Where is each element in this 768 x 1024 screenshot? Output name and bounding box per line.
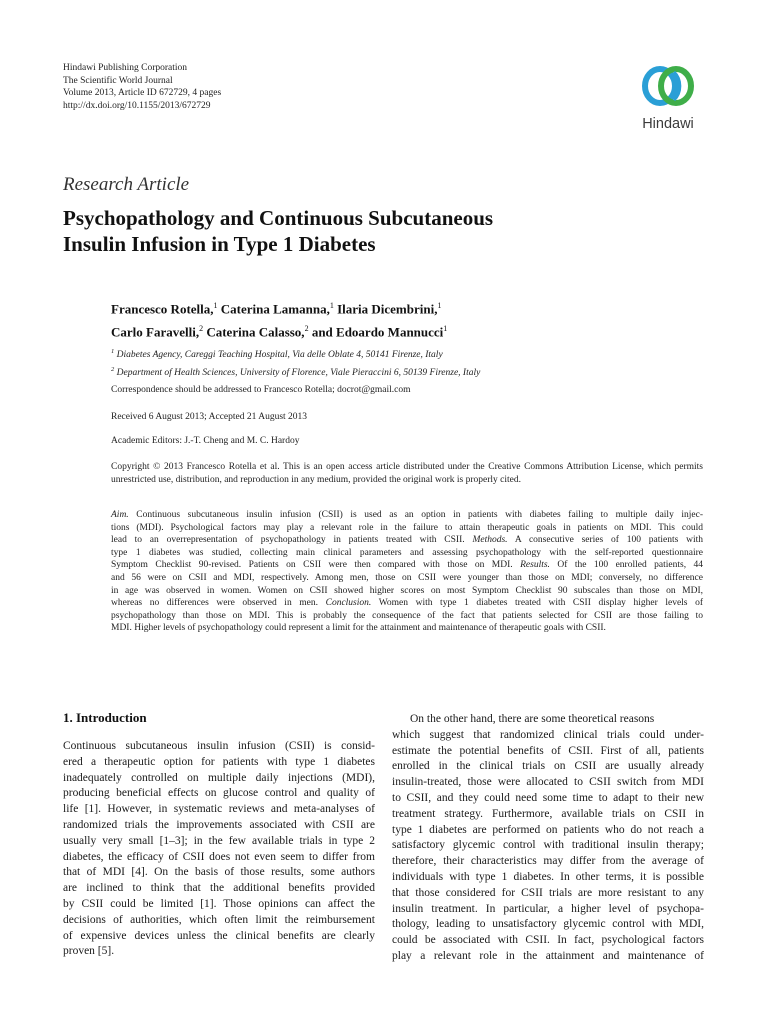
abstract-line: in age was observed in women. Women on CSII showed higher scores on most Symptom Checklist 90 subscales than those on MDI, [111, 585, 703, 596]
body-line: that of MDI [4]. On the basis of those results, some authors [63, 866, 375, 879]
abstract-methods-label: Methods. [472, 535, 508, 546]
author-affil-mark: 1 [437, 301, 442, 310]
left-column-text [63, 739, 375, 960]
author-name: Ilaria Dicembrini, [337, 301, 438, 317]
volume-info: Volume 2013, Article ID 672729, 4 pages [63, 88, 222, 98]
abstract [111, 509, 703, 635]
abstract-line: psychopathology than those on MDI. This is probably the consequence of the fact that patients selected for CSII are those failing to [111, 610, 703, 621]
body-line: individuals with type 1 diabetes. In other terms, it is possible [392, 870, 704, 883]
abstract-line: lead to an overrepresentation of psychopathology in patients treated with CSII. Methods. A consecutive series of 100 patients with [111, 535, 703, 546]
body-line: ered a therapeutic option for patients with type 1 diabetes [63, 755, 375, 768]
body-line: therefore, their characteristics may differ from the average of [392, 855, 704, 868]
body-line: of expensive devices unless the clinical benefits are clearly [63, 929, 375, 942]
academic-editors: Academic Editors: J.-T. Cheng and M. C. Hardoy [111, 436, 300, 446]
right-column-text [392, 712, 704, 965]
body-line: proven [5]. [63, 945, 115, 958]
body-line: to CSII, and they could need some time to adapt to their new [392, 791, 704, 804]
body-line: play a relevant role in the attainment and maintenance of [392, 949, 704, 962]
author-affil-mark: 2 [304, 324, 309, 334]
publisher-name: Hindawi Publishing Corporation [63, 63, 188, 73]
affiliation-text: Department of Health Sciences, University of Florence, Viale Pieraccini 6, 50139 Firenze, Italy [116, 367, 481, 378]
author-line [111, 296, 671, 319]
logo-text: Hindawi [642, 116, 694, 132]
body-line: treatment strategy. Furthermore, available trials on CSII in [392, 807, 704, 820]
author-name: Francesco Rotella, [111, 301, 214, 317]
author-name: Caterina Lamanna, [220, 301, 330, 317]
author-affil-mark: 1 [443, 324, 448, 334]
body-line: On the other hand, there are some theoretical reasons [410, 713, 655, 725]
doi-link[interactable]: http://dx.doi.org/10.1155/2013/672729 [63, 100, 211, 111]
affiliation-mark: 2 [111, 365, 115, 373]
article-type: Research Article [63, 174, 190, 195]
affiliations [111, 345, 671, 380]
title-line: Psychopathology and Continuous Subcutaneous [63, 206, 494, 230]
body-line: producing beneficial effects on glucose control and quality of [63, 787, 375, 800]
correspondence-line: Correspondence should be addressed to Francesco Rotella; docrot@gmail.com [111, 385, 411, 395]
abstract-line: Symptom Checklist 90-revised. Patients on CSII were then compared with those on MDI. Results. Of the 100 enrolled patients, 44 [111, 560, 704, 571]
abstract-line: type 1 diabetes was studied, collecting main clinical parameters and assessing psychopathology with the self-reported questionnaire [111, 547, 703, 558]
introduction-heading: 1. Introduction [63, 710, 147, 725]
abstract-line: and 56 were on CSII and MDI, respectively. Among men, those on CSII were younger than those on MDI; conversely, no difference [111, 572, 703, 583]
body-line: by CSII could be limited [1]. Those opinions can affect the [63, 897, 375, 910]
affiliation-item [111, 345, 671, 363]
author-affil-mark: 1 [329, 301, 334, 310]
hindawi-logo [626, 62, 710, 138]
title-line: Insulin Infusion in Type 1 Diabetes [63, 232, 376, 256]
body-line: life [1]. However, in systematic reviews and meta-analyses of [63, 803, 375, 816]
abstract-aim-label: Aim. [111, 510, 129, 520]
abstract-conclusion-label: Conclusion. [325, 598, 372, 609]
affiliation-item [111, 363, 671, 381]
affiliation-text: Diabetes Agency, Careggi Teaching Hospital, Via delle Oblate 4, 50141 Firenze, Italy [116, 350, 443, 361]
author-affil-mark: 2 [199, 324, 204, 334]
abstract-line: Aim. Continuous subcutaneous insulin infusion (CSII) is used as an option in patients with diabetes failing to multiple daily injec- [111, 510, 704, 520]
body-line: decisions of authorities, which often limit the reimbursement [63, 913, 375, 926]
journal-header [63, 62, 221, 112]
copyright-notice: Copyright © 2013 Francesco Rotella et al. This is an open access article distributed under the Creative Commons Attribution License, which permits unrestricted use, distribution, and reproduction in any medium, provided the original work is properly cited. [111, 462, 703, 485]
body-line: estimate the potential benefits of CSII. First of all, patients [392, 744, 704, 757]
body-line: randomized trials the improvements associated with CSII are [63, 818, 375, 831]
author-affil-mark: 1 [213, 301, 218, 310]
body-line: are inclined to think that the additional benefits provided [63, 882, 375, 895]
author-name: Caterina Calasso, [206, 324, 305, 340]
body-line: usually very small [1–3]; in the few available trials in type 2 [63, 834, 375, 847]
author-name: Carlo Faravelli, [111, 324, 200, 340]
body-line: thology, leading to unsatisfactory glycemic control with MDI, [392, 918, 704, 931]
body-line: enrolled in the clinical trials on CSII are usually already [392, 760, 704, 773]
body-line: Continuous subcutaneous insulin infusion (CSII) is consid- [63, 740, 375, 752]
author-list [111, 296, 671, 343]
body-line: insulin treatment. In particular, a higher level of psychopa- [392, 902, 704, 915]
affiliation-mark: 1 [111, 348, 115, 355]
body-line: that those considered for CSII trials are more resistant to any [392, 886, 704, 899]
body-line: type 1 diabetes are performed on patients who do not reach a [392, 823, 704, 836]
body-line: satisfactory glycemic control with traditional insulin therapy; [392, 839, 704, 852]
author-line [111, 319, 671, 342]
abstract-line: MDI. Higher levels of psychopathology could represent a limit for the attainment and maintenance of therapeutic goals with CSII. [111, 623, 606, 634]
hindawi-rings-icon [639, 62, 697, 112]
body-line: could be associated with CSII. In fact, psychological factors [392, 934, 704, 947]
body-line: inadequately controlled on multiple daily injections (MDI), [63, 771, 375, 784]
abstract-line: whereas no differences were observed in men. Conclusion. Women with type 1 diabetes treated with CSII display higher levels of [111, 598, 703, 609]
abstract-line: tions (MDI). Psychological factors may play a relevant role in the failure to attain therapeutic goals in patients on MDI. This could [111, 522, 703, 533]
journal-name: The Scientific World Journal [63, 75, 173, 86]
abstract-results-label: Results. [520, 560, 550, 571]
author-name: and Edoardo Mannucci [311, 324, 444, 340]
body-line: insulin-treated, those were allocated to CSII switch from MDI [392, 776, 704, 789]
body-line: which suggest that randomized clinical trials could under- [392, 728, 704, 741]
article-title [63, 205, 683, 257]
received-accepted-dates: Received 6 August 2013; Accepted 21 August 2013 [111, 412, 308, 422]
body-line: diabetes, the efficacy of CSII does not even seem to differ from [63, 850, 375, 863]
